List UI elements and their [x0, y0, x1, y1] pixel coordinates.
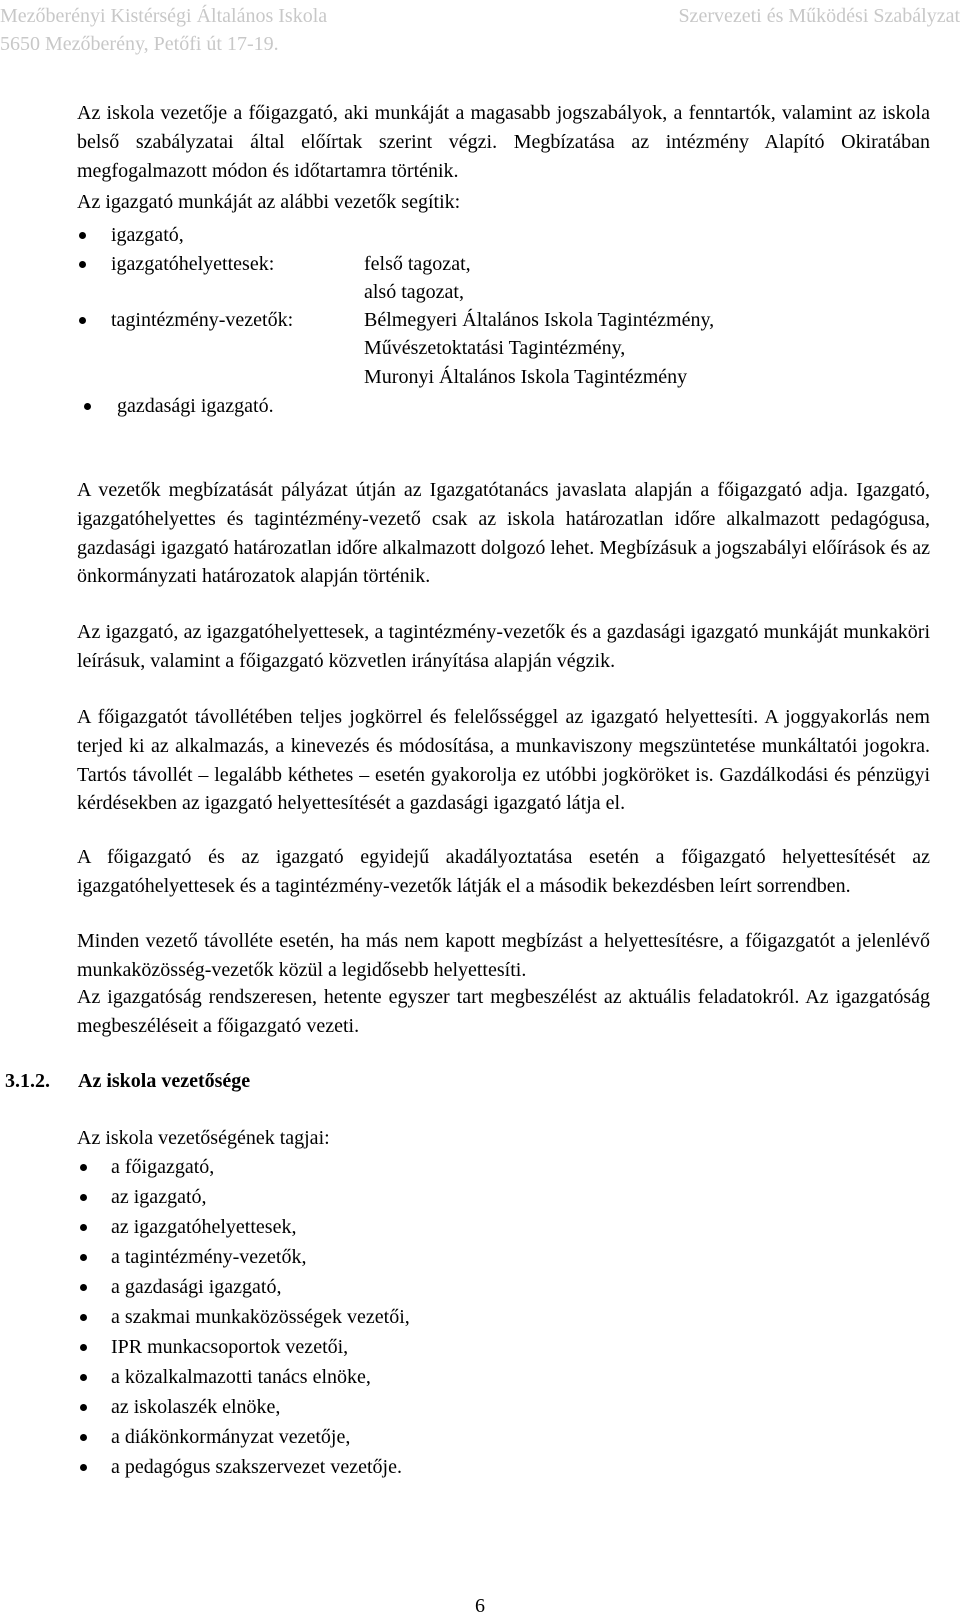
helper-tagintezmeny-item: Muronyi Általános Iskola Tagintézmény	[364, 366, 688, 388]
members-intro: Az iskola vezetőségének tagjai:	[77, 1127, 330, 1149]
helpers-intro: Az igazgató munkáját az alábbi vezetők segítik:	[77, 191, 461, 213]
helper-tagintezmeny-item: Bélmegyeri Általános Iskola Tagintézmény,	[364, 309, 715, 331]
bullet-icon	[80, 1254, 87, 1261]
bullet-icon	[80, 1314, 87, 1321]
bullet-icon	[80, 1194, 87, 1201]
helper-gazdasagi: gazdasági igazgató.	[117, 395, 274, 417]
helper-helyettes-item: felső tagozat,	[364, 253, 471, 275]
bullet-icon	[80, 1404, 87, 1411]
helper-tagintezmeny-item: Művészetoktatási Tagintézmény,	[364, 337, 626, 359]
member-item: IPR munkacsoportok vezetői,	[111, 1336, 349, 1358]
member-item: az igazgató,	[111, 1186, 207, 1208]
helper-helyettesek-label: igazgatóhelyettesek:	[111, 253, 275, 275]
bullet-icon	[79, 317, 86, 324]
header-address: 5650 Mezőberény, Petőfi út 17-19.	[0, 33, 279, 55]
bullet-icon	[79, 232, 86, 239]
member-item: a közalkalmazotti tanács elnöke,	[111, 1366, 371, 1388]
bullet-icon	[80, 1164, 87, 1171]
body-paragraph: A főigazgatót távollétében teljes jogkörrel és felelősséggel az igazgató helyettesíti. A joggyakorlás nem terjed ki az alkalmazás, a kinevezés és módosítása, a munkaviszony megszüntetése munkáltatói jogokra. Tartós távollét – legalább kéthetes – esetén gyakorolja ez utóbbi jogköröket is. Gazdálkodási és pénzügyi kérdésekben az igazgató helyettesítését a gazdasági igazgató látja el.	[77, 706, 930, 815]
section-title: Az iskola vezetősége	[78, 1070, 251, 1092]
bullet-icon	[80, 1464, 87, 1471]
bullet-icon	[80, 1284, 87, 1291]
helper-tagintezmeny-label: tagintézmény-vezetők:	[111, 309, 294, 331]
bullet-icon	[80, 1374, 87, 1381]
member-item: az iskolaszék elnöke,	[111, 1396, 281, 1418]
section-number: 3.1.2.	[5, 1070, 50, 1092]
header-document-title: Szervezeti és Működési Szabályzat	[678, 5, 960, 27]
bullet-icon	[80, 1344, 87, 1351]
member-item: a szakmai munkaközösségek vezetői,	[111, 1306, 410, 1328]
member-item: a tagintézmény-vezetők,	[111, 1246, 307, 1268]
body-paragraph: A vezetők megbízatását pályázat útján az Igazgatótanács javaslata alapján a főigazgató adja. Igazgató, igazgatóhelyettes és tagintézmény-vezető csak az iskola határozatlan időre alkalmazott pedagógusa, gazdasági igazgató határozatlan időre alkalmazott dolgozó lehet. Megbízásuk a jogszabályi előírások és az önkormányzati határozatok alapján történik.	[77, 479, 930, 588]
member-item: a diákönkormányzat vezetője,	[111, 1426, 351, 1448]
bullet-icon	[84, 403, 91, 410]
header-school-name: Mezőberényi Kistérségi Általános Iskola	[0, 5, 328, 27]
body-paragraph: A főigazgató és az igazgató egyidejű akadályoztatása esetén a főigazgató helyettesítését az igazgatóhelyettesek és a tagintézmény-vezetők látják el a második bekezdésben leírt sorrendben.	[77, 846, 930, 897]
body-paragraph: Az igazgató, az igazgatóhelyettesek, a tagintézmény-vezetők és a gazdasági igazgató munkáját munkaköri leírásuk, valamint a főigazgató közvetlen irányítása alapján végzik.	[77, 621, 930, 672]
bullet-icon	[80, 1224, 87, 1231]
intro-paragraph: Az iskola vezetője a főigazgató, aki munkáját a magasabb jogszabályok, a fenntartók, valamint az iskola belső szabályzatai által előírtak szerint végzi. Megbízatása az intézmény Alapító Okiratában megfogalmazott módon és időtartamra történik.	[77, 102, 930, 182]
helper-igazgato: igazgató,	[111, 224, 184, 246]
member-item: a pedagógus szakszervezet vezetője.	[111, 1456, 402, 1478]
bullet-icon	[80, 1434, 87, 1441]
member-item: az igazgatóhelyettesek,	[111, 1216, 297, 1238]
body-paragraph: Minden vezető távolléte esetén, ha más nem kapott megbízást a helyettesítésre, a főigazgatót a jelenlévő munkaközösség-vezetők közül a legidősebb helyettesíti.	[77, 930, 930, 981]
helper-helyettes-item: alsó tagozat,	[364, 281, 464, 303]
member-item: a főigazgató,	[111, 1156, 215, 1178]
bullet-icon	[79, 261, 86, 268]
member-item: a gazdasági igazgató,	[111, 1276, 282, 1298]
page-number: 6	[475, 1595, 485, 1617]
body-paragraph: Az igazgatóság rendszeresen, hetente egyszer tart megbeszélést az aktuális feladatokról. Az igazgatóság megbeszéléseit a főigazgató vezeti.	[77, 986, 930, 1037]
